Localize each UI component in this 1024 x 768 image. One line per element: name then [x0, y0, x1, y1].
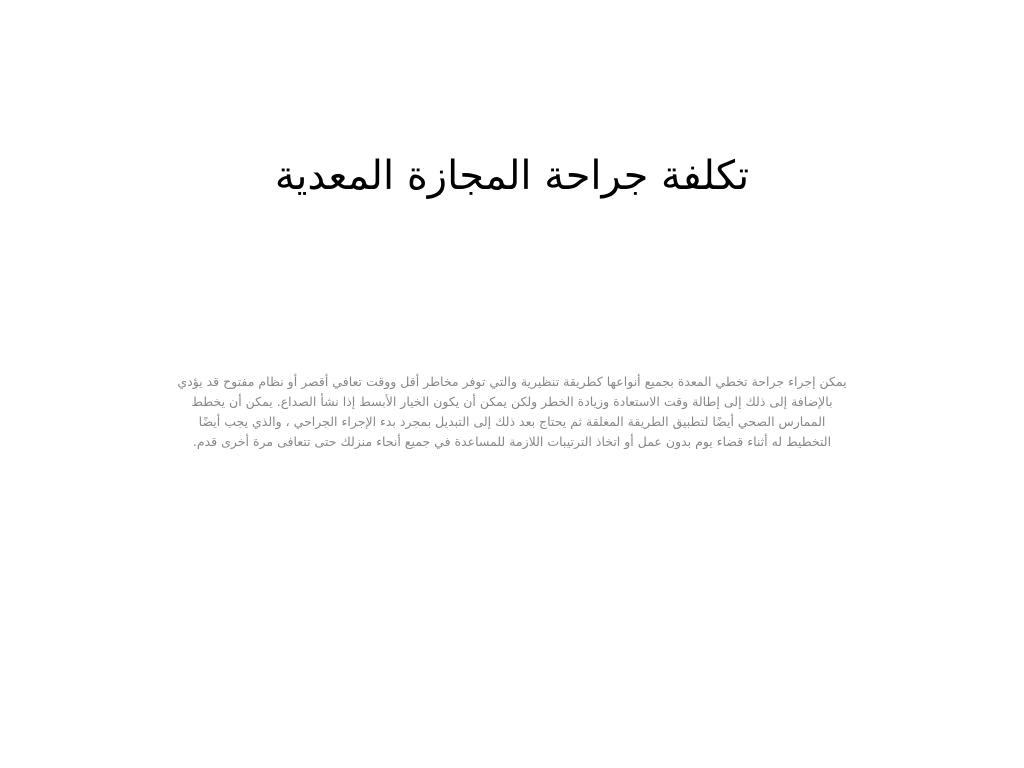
slide-title: تكلفة جراحة المجازة المعدية: [274, 153, 750, 199]
slide-body-text: يمكن إجراء جراحة تخطي المعدة بجميع أنواعها كطريقة تنظيرية والتي توفر مخاطر أقل ووقت تعافي أقصر أو نظام مفتوح قد يؤدي بالإضافة إلى ذلك إلى إطالة وقت الاستعادة وزيادة الخطر ولكن يمكن أن يكون الخيار الأبسط إذا نشأ الصداع. يمكن أن يخطط الممارس الصحي أيضًا لتطبيق الطريقة المغلقة ثم يحتاج بعد ذلك إلى التبديل بمجرد بدء الإجراء الجراحي ، والذي يجب أيضًا التخطيط له أثناء قضاء يوم بدون عمل أو اتخاذ الترتيبات اللازمة للمساعدة في جميع أنحاء منزلك حتى تتعافى مرة أخرى قدم.: [177, 374, 847, 449]
